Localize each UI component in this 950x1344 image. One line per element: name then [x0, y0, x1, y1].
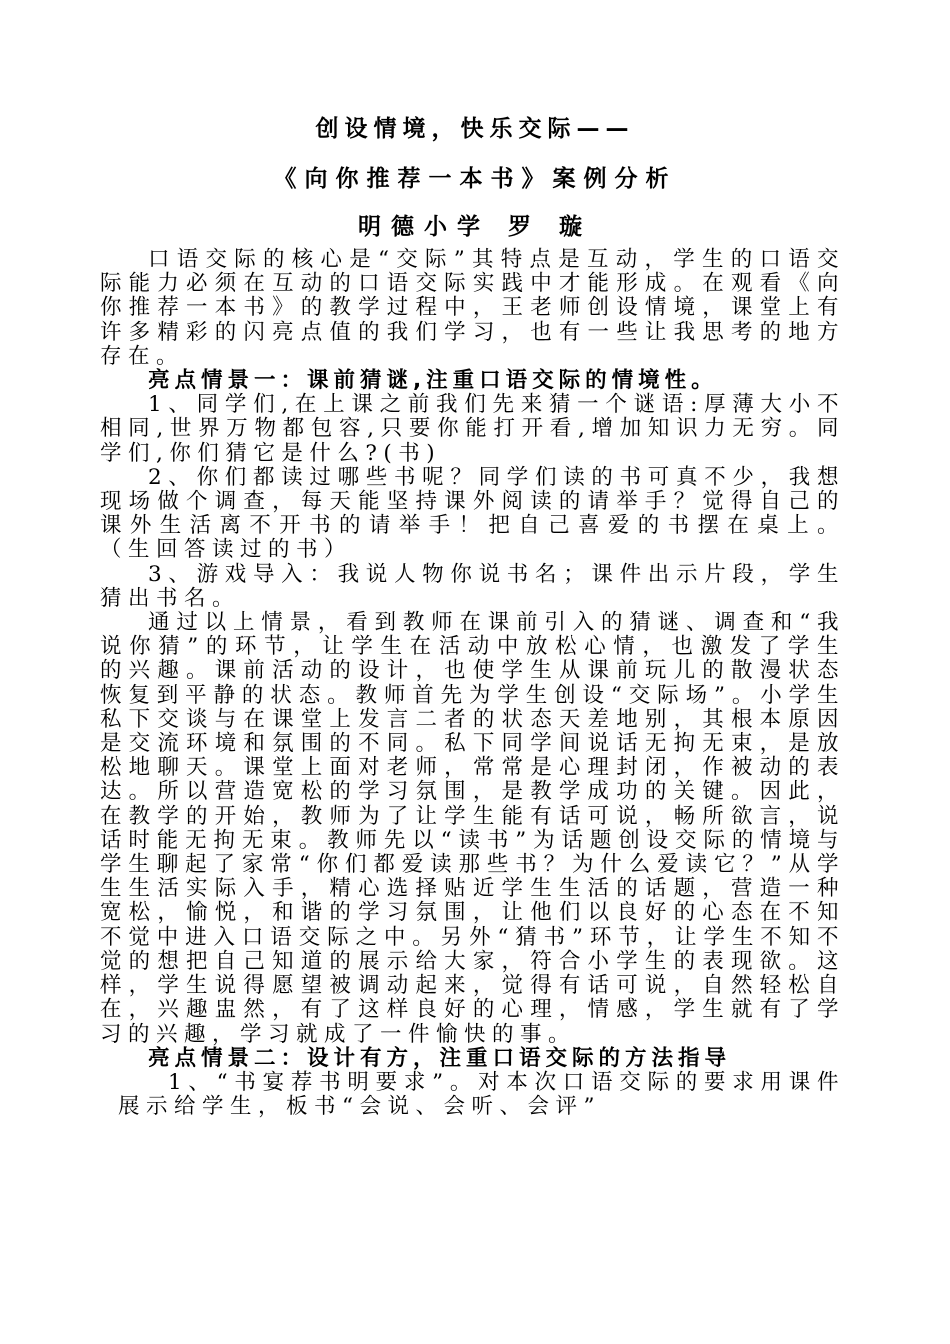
- section-heading-2: 亮点情景二：设计有方，注重口语交际的方法指导: [148, 1045, 732, 1071]
- paragraph-item-3: 3、游戏导入：我说人物你说书名；课件出示片段，学生猜出书名。: [100, 561, 845, 611]
- paragraph-item-1: 1、同学们,在上课之前我们先来猜一个谜语:厚薄大小不相同,世界万物都包容,只要你能打开看,增加知识力无穷。同学们,你们猜它是什么?(书): [100, 392, 845, 466]
- author-line: 明德小学 罗 璇: [357, 214, 592, 240]
- paragraph-item-4: 1、“书宴荐书明要求”。对本次口语交际的要求用课件展示给学生，板书“会说、会听、会评”: [118, 1069, 845, 1120]
- paragraph-item-2: 2、你们都读过哪些书呢？同学们读的书可真不少，我想现场做个调查，每天能坚持课外阅读的请举手？觉得自己的课外生活离不开书的请举手！把自己喜爱的书摆在桌上。（生回答读过的书）: [100, 464, 845, 563]
- paragraph-analysis: 通过以上情景，看到教师在课前引入的猜谜、调查和“我说你猜”的环节，让学生在活动中放松心情，也激发了学生的兴趣。课前活动的设计，也使学生从课前玩儿的散漫状态恢复到平静的状态。教师首先为学生创设“交际场”。小学生私下交谈与在课堂上发言二者的状态天差地别，其根本原因是交流环境和氛围的不同。私下同学间说话无拘无束，是放松地聊天。课堂上面对老师，常常是心理封闭，作被动的表达。所以营造宽松的学习氛围，是教学成功的关键。因此，在教学的开始，教师为了让学生能有话可说，畅所欲言，说话时能无拘无束。教师先以“读书”为话题创设交际的情境与学生聊起了家常“你们都爱读那些书？为什么爱读它？”从学生生活实际入手，精心选择贴近学生生活的话题，营造一种宽松，愉悦，和谐的学习氛围，让他们以良好的心态在不知不觉中进入口语交际之中。另外“猜书”环节，让学生不知不觉的想把自己知道的展示给大家，符合小学生的表现欲。这样，学生说得愿望被调动起来，觉得有话可说，自然轻松自在，兴趣盅然，有了这样良好的心理，情感，学生就有了学习的兴趣，学习就成了一件愉快的事。: [100, 610, 845, 1047]
- title-line-2: 《向你推荐一本书》案例分析: [273, 166, 677, 192]
- title-line-1: 创设情境，快乐交际——: [315, 116, 635, 142]
- section-heading-1: 亮点情景一：课前猜谜,注重口语交际的情境性。: [148, 368, 718, 394]
- paragraph-intro: 口语交际的核心是“交际”其特点是互动，学生的口语交际能力必须在互动的口语交际实践中才能形成。在观看《向你推荐一本书》的教学过程中，王老师创设情境，课堂上有许多精彩的闪亮点值的我们学习，也有一些让我思考的地方存在。: [100, 247, 845, 369]
- document-body: [100, 248, 845, 1119]
